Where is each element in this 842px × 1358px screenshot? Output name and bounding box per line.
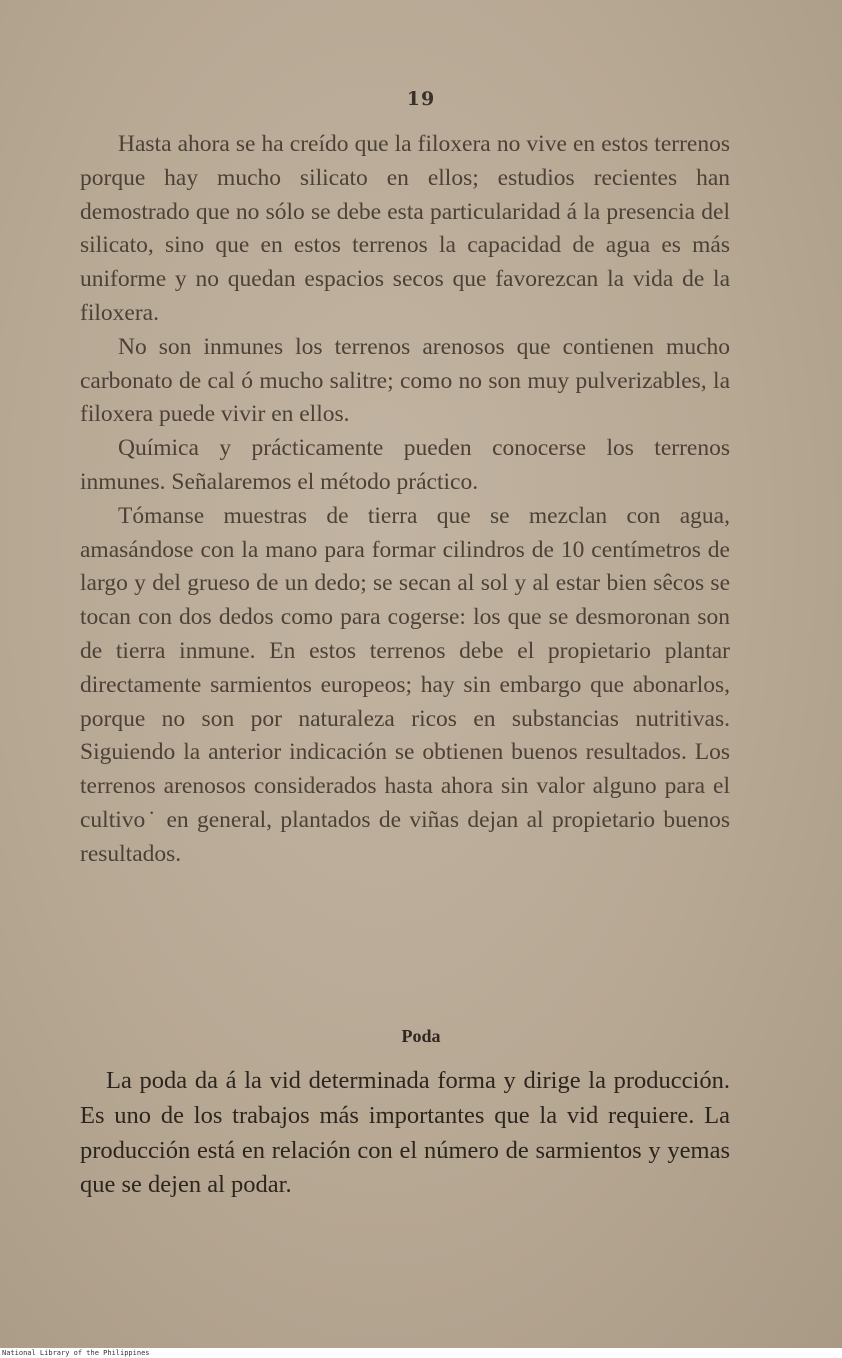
- paragraph-pruning: La poda da á la vid determinada forma y dirige la producción. Es uno de los trabajos más importantes que la vid requiere. La producción está en relación con el número de sarmientos y yemas que se dejen al podar.: [80, 1067, 730, 1199]
- page-number: 19: [406, 88, 436, 110]
- body-text: [80, 128, 730, 872]
- footer-strip: [0, 1348, 842, 1358]
- paragraph-practical-method: Tómanse muestras de tierra que se mezclan con agua, amasándose con la mano para formar cilindros de 10 centímetros de largo y del grueso de un dedo; se secan al sol y al estar bien sêcos se tocan con dos dedos como para cogerse: los que se desmoronan son de tierra inmune. En estos terrenos debe el propietario plantar directamente sarmientos europeos; hay sin embargo que abonarlos, porque no son por naturaleza ricos en substancias nutritivas. Siguiendo la anterior indicación se obtienen buenos resultados. Los terrenos arenosos considerados hasta ahora sin valor alguno para el cultivo˙ en general, plantados de viñas dejan al propietario buenos resultados.: [80, 502, 730, 867]
- library-credit: National Library of the Philippines: [2, 1349, 150, 1357]
- paragraph-immune-soils: Química y prácticamente pueden conocerse los terrenos inmunes. Señalaremos el método práctico.: [80, 435, 730, 495]
- section-text: [80, 1064, 730, 1203]
- paragraph-sandy-soils: No son inmunes los terrenos arenosos que contienen mucho carbonato de cal ó mucho salitre; como no son muy pulverizables, la filoxera puede vivir en ellos.: [80, 333, 730, 428]
- section-heading: Poda: [401, 1026, 441, 1046]
- paragraph-silicate: Hasta ahora se ha creído que la filoxera no vive en estos terrenos porque hay mucho silicato en ellos; estudios recientes han demostrado que no sólo se debe esta particularidad á la presencia del silicato, sino que en estos terrenos la capacidad de agua es más uniforme y no quedan espacios secos que favorezcan la vida de la filoxera.: [80, 131, 730, 326]
